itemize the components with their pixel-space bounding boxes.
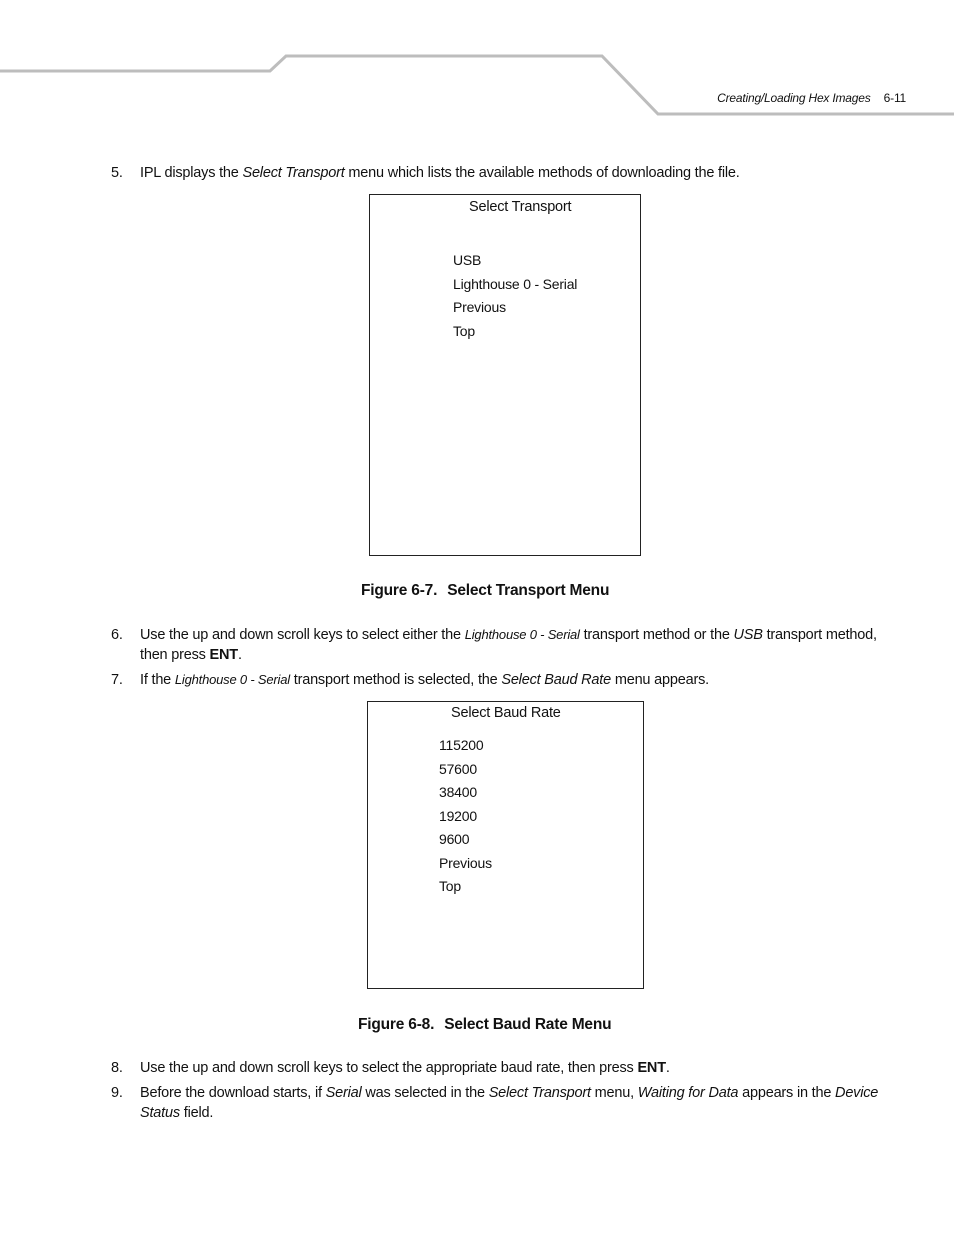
- step-number: 9.: [111, 1085, 123, 1101]
- text-run: appears in the: [738, 1085, 836, 1101]
- text-run: Use the up and down scroll keys to select the appropriate baud rate, then press: [140, 1060, 638, 1076]
- menu-item-previous[interactable]: Previous: [439, 854, 492, 871]
- text-run: menu which lists the available methods of downloading the file.: [344, 165, 740, 181]
- baud-rate-list: [439, 736, 492, 901]
- text-run: was selected in the: [361, 1085, 489, 1101]
- step-number: 8.: [111, 1060, 123, 1076]
- step-text: [140, 1058, 901, 1078]
- page-number: 6-11: [883, 91, 906, 105]
- key-name: ENT: [209, 647, 238, 663]
- text-run: Use the up and down scroll keys to select either the: [140, 627, 465, 643]
- italic-term: Select Transport: [242, 165, 345, 181]
- step-text: [140, 625, 901, 665]
- text-run: .: [237, 647, 242, 663]
- key-name: ENT: [637, 1060, 666, 1076]
- figure-caption: [358, 1016, 611, 1034]
- text-run: menu appears.: [611, 672, 709, 688]
- menu-title: Select Transport: [469, 199, 572, 215]
- step-number: 5.: [111, 165, 123, 181]
- menu-item-top[interactable]: Top: [453, 322, 475, 339]
- menu-item-115200[interactable]: 115200: [439, 737, 484, 753]
- select-transport-screen: [369, 194, 641, 556]
- text-run: transport method, then press: [140, 627, 877, 663]
- italic-term: Lighthouse 0 - Serial: [174, 672, 290, 687]
- step-number: 7.: [111, 672, 123, 688]
- italic-term: Waiting for Data: [637, 1085, 739, 1101]
- text-run: menu,: [590, 1085, 638, 1101]
- text-run: .: [665, 1060, 670, 1076]
- menu-item-lighthouse-serial[interactable]: Lighthouse 0 - Serial: [453, 275, 578, 292]
- italic-term: Lighthouse 0 - Serial: [464, 627, 580, 642]
- text-run: transport method or the: [579, 627, 734, 643]
- step-number: 6.: [111, 627, 123, 643]
- menu-item-9600[interactable]: 9600: [439, 831, 470, 847]
- step-text: [140, 1083, 901, 1123]
- italic-term: Serial: [325, 1085, 362, 1101]
- running-header-title: Creating/Loading Hex Images: [717, 91, 871, 105]
- text-run: IPL displays the: [140, 165, 243, 181]
- text-run: transport method is selected, the: [289, 672, 502, 688]
- figure-label: Figure 6-8.: [358, 1016, 435, 1033]
- select-baud-rate-screen: [367, 701, 644, 989]
- menu-item-19200[interactable]: 19200: [439, 807, 477, 824]
- step-text: [140, 670, 901, 690]
- menu-title: Select Baud Rate: [451, 705, 561, 721]
- menu-item-top[interactable]: Top: [439, 878, 461, 894]
- menu-item-38400[interactable]: 38400: [439, 784, 477, 800]
- text-run: If the: [140, 672, 175, 688]
- text-run: Before the download starts, if: [140, 1085, 326, 1101]
- italic-term: Device Status: [140, 1085, 879, 1121]
- italic-term: Select Transport: [488, 1085, 591, 1101]
- transport-list: [453, 251, 577, 345]
- figure-caption: [361, 582, 609, 600]
- figure-label: Figure 6-7.: [361, 582, 438, 599]
- figure-title: Select Baud Rate Menu: [444, 1016, 612, 1033]
- menu-item-usb[interactable]: USB: [453, 252, 482, 268]
- figure-title: Select Transport Menu: [447, 582, 610, 599]
- italic-term: Select Baud Rate: [501, 672, 611, 688]
- menu-item-previous[interactable]: Previous: [453, 299, 506, 315]
- running-header: [717, 91, 906, 105]
- text-run: field.: [179, 1105, 214, 1121]
- menu-item-57600[interactable]: 57600: [439, 760, 477, 777]
- step-text: [140, 163, 901, 183]
- italic-term: USB: [733, 627, 763, 643]
